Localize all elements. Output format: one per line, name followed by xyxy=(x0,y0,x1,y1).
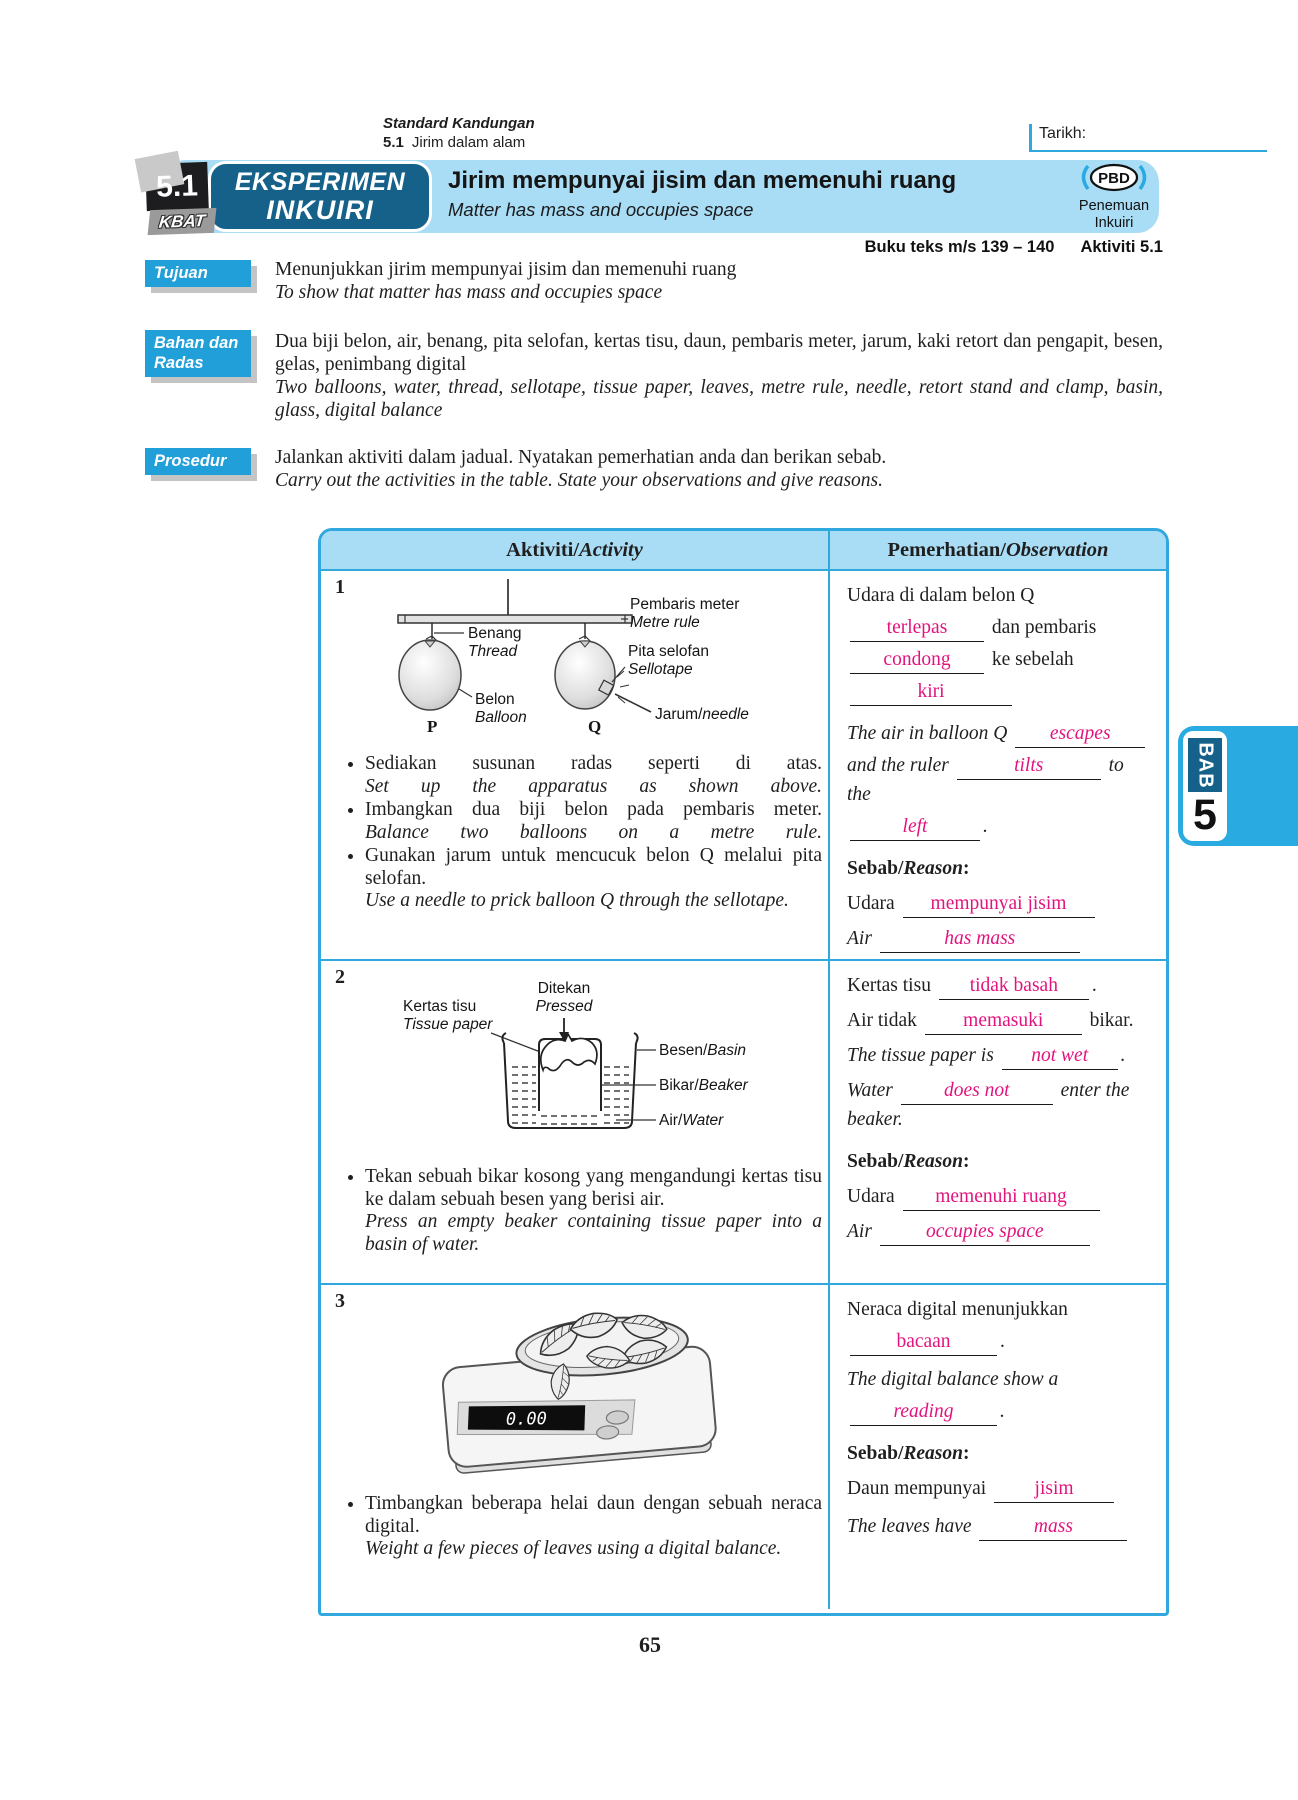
svg-text:Pita selofan: Pita selofan xyxy=(628,643,709,660)
row-number: 3 xyxy=(335,1290,345,1312)
experiment-title: Jirim mempunyai jisim dan memenuhi ruang Matter has mass and occupies space xyxy=(448,167,957,220)
balloon-p xyxy=(399,640,461,710)
label-prosedur: Prosedur xyxy=(145,448,251,475)
activity-cell-2 xyxy=(321,961,830,1283)
svg-text:Kertas tisu: Kertas tisu xyxy=(403,998,477,1015)
table-row xyxy=(321,1285,1166,1609)
observation-cell-3: Neraca digital menunjukkan bacaan . The digital balance show a reading . Sebab/Reason: Daun mempunyai jisim The leaves have mass xyxy=(830,1285,1166,1609)
svg-text:Bikar/Beaker: Bikar/Beaker xyxy=(659,1077,748,1094)
needle-label: Jarum/needle xyxy=(655,706,749,723)
svg-text:Pembaris meter: Pembaris meter xyxy=(630,596,740,613)
row-number: 2 xyxy=(335,966,345,988)
metre-rule xyxy=(398,615,632,623)
label-tujuan: Tujuan xyxy=(145,260,251,287)
list-item: • Imbangkan dua biji belon pada pembaris meter. Balance two balloons on a metre rule. xyxy=(365,799,822,844)
balloon-p-label: P xyxy=(427,717,438,736)
answer-blank[interactable]: not wet xyxy=(1002,1042,1118,1070)
answer-blank[interactable]: tilts xyxy=(957,752,1101,780)
experiment-inquiry-box: EKSPERIMEN INKUIRI xyxy=(208,161,432,232)
answer-blank[interactable]: mass xyxy=(979,1513,1127,1541)
table-header xyxy=(321,531,1166,571)
svg-text:Ditekan: Ditekan xyxy=(537,980,591,997)
answer-blank[interactable]: memasuki xyxy=(925,1007,1082,1035)
header-activity: Aktiviti/ Activity xyxy=(321,531,830,569)
observation-cell-2: Kertas tisu tidak basah . Air tidak memasuki bikar. The tissue paper is not wet . Water does not enter the beaker. Sebab/Reason: Udara memenuhi ruang Air occupies space xyxy=(830,961,1166,1283)
svg-text:Pressed: Pressed xyxy=(535,998,593,1015)
answer-blank[interactable]: does not xyxy=(901,1077,1053,1105)
list-item: • Tekan sebuah bikar kosong yang mengandungi kertas tisu ke dalam sebuah besen yang berisi air. Press an empty beaker containing tissue paper into a basin of water. xyxy=(365,1166,822,1256)
header-observation: Pemerhatian/ Observation xyxy=(887,538,1109,561)
date-field[interactable]: Tarikh: xyxy=(1029,124,1267,152)
section-number-badge: 5.1 xyxy=(145,162,209,211)
svg-text:Besen/Basin: Besen/Basin xyxy=(659,1042,747,1059)
svg-text:Sellotape: Sellotape xyxy=(628,661,693,678)
tujuan-text: Menunjukkan jirim mempunyai jisim dan memenuhi ruang To show that matter has mass and occupies space xyxy=(275,259,737,303)
textbook-reference: Buku teks m/s 139 – 140 Aktiviti 5.1 xyxy=(864,238,1163,256)
standard-kandungan-item: 5.1 Jirim dalam alam xyxy=(383,134,526,151)
list-item: • Sediakan susunan radas seperti di atas. Set up the apparatus as shown above. xyxy=(365,753,822,798)
display-reading: 0.00 xyxy=(505,1409,548,1430)
svg-text:Metre rule: Metre rule xyxy=(630,614,700,631)
answer-blank[interactable]: jisim xyxy=(994,1475,1114,1503)
list-item: • Gunakan jarum untuk mencucuk belon Q melalui pita selofan. Use a needle to prick balloon Q through the sellotape. xyxy=(365,845,822,913)
activity-table xyxy=(318,528,1169,1616)
svg-text:Belon: Belon xyxy=(475,691,515,708)
digital-balance-diagram xyxy=(416,1297,736,1485)
answer-blank[interactable]: terlepas xyxy=(850,614,984,642)
pbd-oval-icon xyxy=(1076,162,1152,193)
answer-blank[interactable]: occupies space xyxy=(880,1218,1090,1246)
list-item: • Timbangkan beberapa helai daun dengan sebuah neraca digital. Weight a few pieces of leaves using a digital balance. xyxy=(365,1493,822,1561)
answer-blank[interactable]: kiri xyxy=(850,678,1012,706)
standard-kandungan-header xyxy=(383,114,535,152)
kbat-tag: KBAT xyxy=(148,208,217,235)
table-row xyxy=(321,571,1166,961)
svg-text:Balloon: Balloon xyxy=(475,709,527,726)
row-number: 1 xyxy=(335,576,345,598)
reason-label: Sebab/Reason: xyxy=(847,1443,970,1464)
standard-kandungan-title: Standard Kandungan xyxy=(383,115,535,132)
bahan-radas-text: Dua biji belon, air, benang, pita selofan, kertas tisu, daun, pembaris meter, jarum, kaki retort dan pengapit, besen, gelas, penimbang digital Two balloons, water, thread, sellotape, tissue paper, leaves, metre rule, needle, retort stand and clamp, basin, glass, digital balance xyxy=(275,331,1163,421)
table-row xyxy=(321,961,1166,1285)
answer-blank[interactable]: memenuhi ruang xyxy=(903,1183,1100,1211)
activity-steps-3 xyxy=(331,1493,828,1561)
answer-blank[interactable]: tidak basah xyxy=(939,972,1089,1000)
pbd-badge: PBD Penemuan Inkuiri xyxy=(1076,162,1152,232)
svg-text:Thread: Thread xyxy=(468,643,518,660)
page-number: 65 xyxy=(639,1632,661,1657)
prosedur-text: Jalankan aktiviti dalam jadual. Nyatakan pemerhatian anda dan berikan sebab. Carry out the activities in the table. State your observations and give reasons. xyxy=(275,447,887,491)
activity-cell-1 xyxy=(321,571,830,959)
reason-label: Sebab/Reason: xyxy=(847,1151,970,1172)
answer-blank[interactable]: escapes xyxy=(1015,720,1145,748)
reason-label: Sebab/Reason: xyxy=(847,858,970,879)
answer-blank[interactable]: mempunyai jisim xyxy=(903,890,1095,918)
answer-blank[interactable]: bacaan xyxy=(850,1328,997,1356)
activity-steps-1 xyxy=(331,753,828,913)
svg-text:Air/Water: Air/Water xyxy=(659,1112,724,1129)
answer-blank[interactable]: condong xyxy=(850,646,984,674)
balloon-q-label: Q xyxy=(588,717,602,736)
balloon-q xyxy=(555,641,615,709)
beaker-basin-diagram xyxy=(371,975,841,1160)
bab-box: BAB xyxy=(1188,738,1222,792)
svg-text:PBD: PBD xyxy=(1098,170,1130,187)
label-bahan-radas: Bahan dan Radas xyxy=(145,330,251,377)
activity-steps-2 xyxy=(331,1166,828,1256)
chapter-tab[interactable] xyxy=(1178,726,1298,846)
answer-blank[interactable]: has mass xyxy=(880,925,1080,953)
balloon-experiment-diagram xyxy=(333,579,813,747)
svg-text:Benang: Benang xyxy=(468,625,522,642)
answer-blank[interactable]: reading xyxy=(850,1398,997,1426)
chapter-tab-inner: BAB 5 xyxy=(1183,731,1227,841)
svg-text:Tissue paper: Tissue paper xyxy=(403,1016,493,1033)
activity-cell-3 xyxy=(321,1285,830,1609)
observation-cell-1: Udara di dalam belon Q terlepas dan pembaris condong ke sebelah kiri The air in balloon Q escapes and the ruler tilts to the left . Sebab/Reason: Udara mempunyai jisim Air has mass xyxy=(830,571,1166,959)
answer-blank[interactable]: left xyxy=(850,813,980,841)
